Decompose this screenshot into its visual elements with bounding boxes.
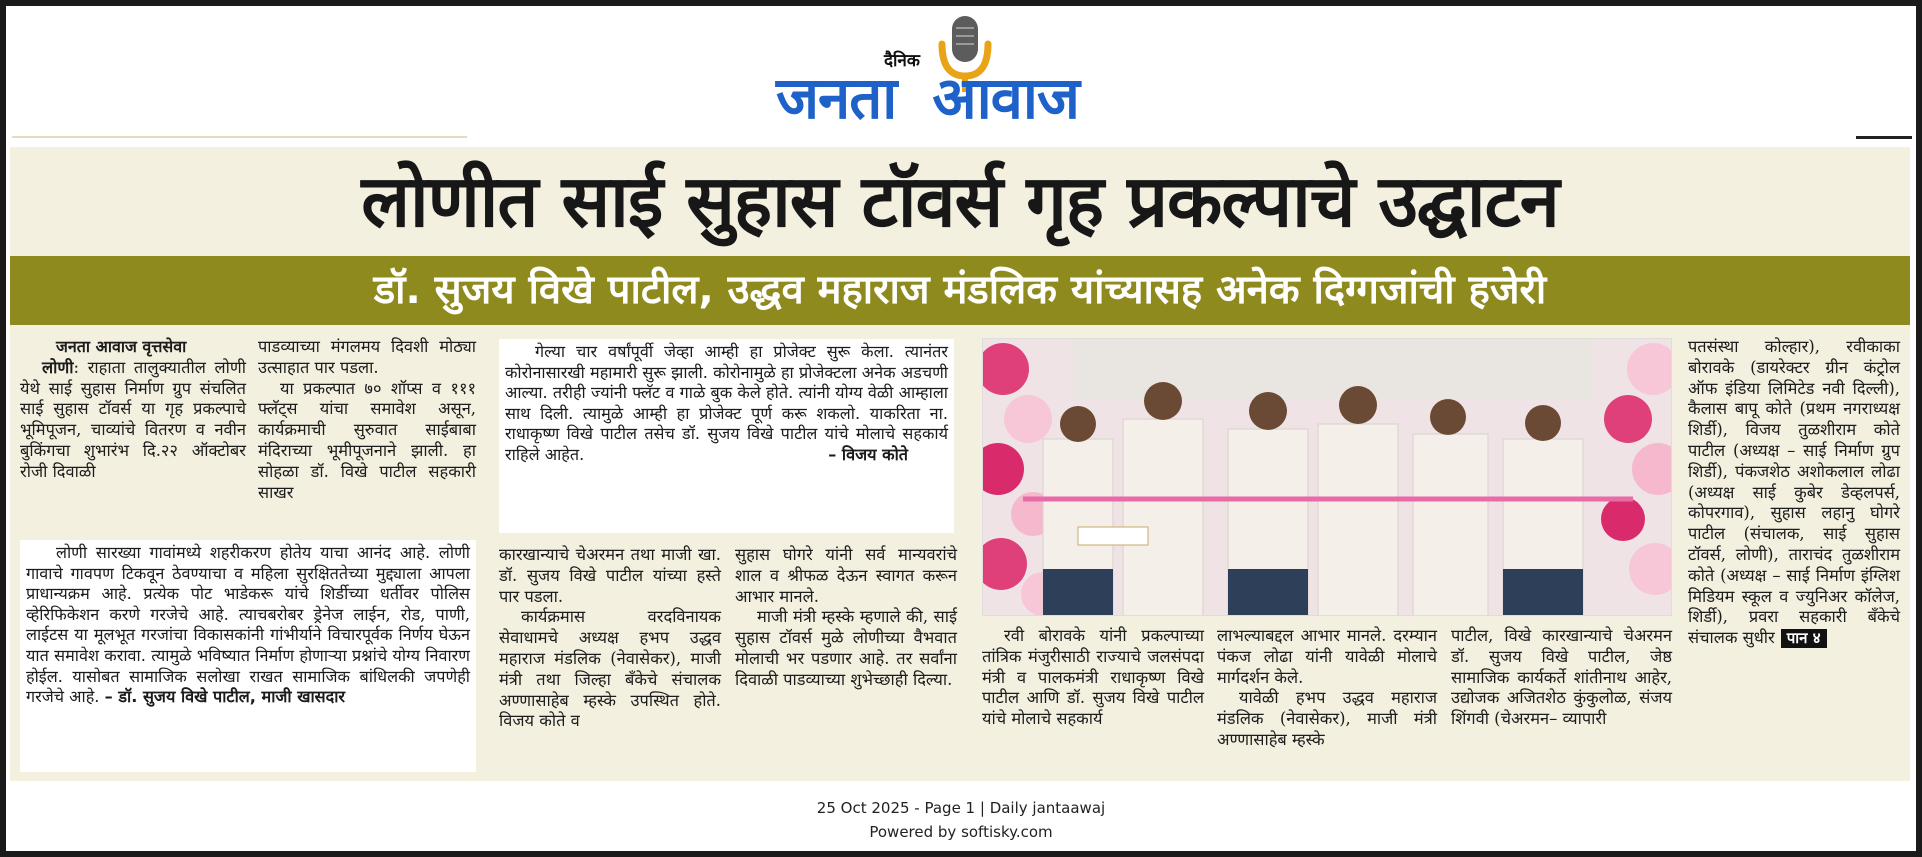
article-column-1 — [20, 337, 246, 483]
paragraph: पाटील, विखे कारखान्याचे चेअरमन डॉ. सुजय विखे पाटील, जेष्ठ सामाजिक कार्यकर्ते शांतीनाथ आहेर, उद्योजक अजितशेठ कुंकुलोळ, संजय शिंगवी (चेअरमन– व्यापारी — [1451, 626, 1672, 729]
quote-text — [26, 543, 470, 708]
paragraph: सुहास घोगरे यांनी सर्व मान्यवरांचे शाल व श्रीफळ देऊन स्वागत करून आभार मानले. — [735, 545, 957, 606]
continued-page-badge[interactable]: पान ४ — [1781, 629, 1827, 648]
lead-text: : राहाता तालुक्यातील लोणी येथे साई सुहास निर्माण ग्रुप संचलित साई सुहास टॉवर्स या गृह प्रकल्पाचे भूमिपूजन, चाव्यांचे वितरण व नवीन बुकिंगचा शुभारंभ दि.२२ ऑक्टोबर रोजी दिवाळी — [20, 357, 246, 481]
article-column-4 — [735, 545, 957, 691]
paragraph: रवी बोरावके यांनी प्रकल्पाच्या तांत्रिक मंजुरीसाठी राज्याचे जलसंपदा मंत्री व पालकमंत्री राधाकृष्ण विखे पाटील आणि डॉ. सुजय विखे पाटील यांचे मोलाचे सहकार्य — [982, 626, 1204, 729]
lead-paragraph — [20, 358, 246, 483]
paragraph: कार्यक्रमास वरदविनायक सेवाधामचे अध्यक्ष हभप उद्धव महाराज मंडलिक (नेवासेकर), माजी मंत्री तथा जिल्हा बँकेचे संचालक अण्णासाहेब म्हस्के उपस्थित होते. विजय कोते व — [499, 607, 721, 731]
inauguration-photo[interactable] — [982, 338, 1672, 616]
article-column-2 — [258, 337, 476, 503]
news-article — [10, 147, 1910, 781]
article-column-8 — [1688, 337, 1900, 649]
paragraph-text: पतसंस्था कोल्हार), रवीकाका बोरावके (डायरेक्टर ग्रीन कंट्रोल ऑफ इंडिया लिमिटेड नवी दिल्ली), कैलास बापू कोते (प्रथम नगराध्यक्ष शिर्डी), विजय तुळशीराम कोते पाटील (अध्यक्ष – साई निर्माण ग्रुप शिर्डी), पंकजशेठ अशोकलाल लोढा (अध्यक्ष साई कुबेर डेव्हलपर्स, कोपरगाव), सुहास लहानु घोगरे पाटील (संचालक, साई सुहास टॉवर्स, लोणी), ताराचंद तुळशीराम कोते (अध्यक्ष – साई निर्माण इंग्लिश मिडियम स्कूल व ज्युनिअर कॉलेज, शिर्डी), प्रवरा सहकारी बँकेचे संचालक सुधीर — [1688, 337, 1900, 648]
article-column-6 — [1217, 626, 1437, 751]
dateline-place: लोणी — [42, 357, 74, 377]
quote-body: लोणी सारख्या गावांमध्ये शहरीकरण होतेय याचा आनंद आहे. लोणी गावाचे गावपण टिकवून ठेवण्याचा व महिला सुरक्षिततेच्या मुद्द्याला आपला प्राधान्यक्रम आहे. प्रत्येक पोट भाडेकरू यांचे शिर्डीच्या धर्तीवर पोलिस व्हेरिफिकेशन करणे गरजेचे आहे. त्याचबरोबर ड्रेनेज लाईन, रोड, पाणी, लाईटस या मूलभूत गरजांचा विकासकांनी गांभीर्याने विचारपूर्वक निर्णय घेऊन यात समावेश करावा. त्यामुळे भविष्यात निर्माण होणाऱ्या प्रश्नांचे योग्य निवारण होईल. यासोबत सामाजिक सलोखा राखत सामाजिक बांधिलकी जपणेही गरजेचे आहे. — [26, 543, 470, 707]
quote-text: गेल्या चार वर्षांपूर्वी जेव्हा आम्ही हा प्रोजेक्ट सुरू केला. त्यानंतर कोरोनासारखी महामारी सुरू झाली. कोरोनामुळे हा प्रोजेक्टला अनेक अडचणी आल्या. तरीही ज्यांनी फ्लॅट व गाळे बुक केले होते. त्यांनी योग्य वेळी आम्हाला साथ दिली. त्यामुळे आम्ही हा प्रोजेक्ट पूर्ण करू शकलो. याकरिता ना. राधाकृष्ण विखे पाटील तसेच डॉ. सुजय विखे पाटील यांचे मोलाचे सहकार्य राहिले आहेत. — [505, 342, 948, 464]
logo-word-1: जनता — [776, 64, 897, 132]
footer — [6, 796, 1916, 844]
quote-signature: – विजय कोते — [828, 444, 908, 464]
masthead — [6, 6, 1916, 140]
quote-box-sujay-vikhe — [20, 540, 476, 772]
logo-daily-label: दैनिक — [884, 51, 920, 71]
logo-wordmark — [776, 66, 1156, 130]
headline: लोणीत साई सुहास टॉवर्स गृह प्रकल्पाचे उद्घाटन — [361, 159, 1559, 243]
photo-illustration — [983, 339, 1672, 616]
quote-signature: – डॉ. सुजय विखे पाटील, माजी खासदार — [104, 687, 346, 707]
newspaper-logo[interactable] — [776, 12, 1156, 132]
paragraph: या प्रकल्पात ७० शॉप्स व १११ फ्लॅट्स यांचा समावेश असून, कार्यक्रमाची सुरुवात साईबाबा मंदिराच्या भूमीपूजनाने झाली. हा सोहळा डॉ. विखे पाटील सहकारी साखर — [258, 378, 476, 502]
paragraph: पाडव्याच्या मंगलमय दिवशी मोठ्या उत्साहात पार पडला. — [258, 337, 476, 377]
byline: जनता आवाज वृत्तसेवा — [56, 337, 187, 356]
article-column-7 — [1451, 626, 1672, 730]
paragraph: यावेळी हभप उद्धव महाराज मंडलिक (नेवासेकर), माजी मंत्री अण्णासाहेब म्हस्के — [1217, 688, 1437, 749]
masthead-rule-right — [1856, 136, 1912, 139]
paragraph: लाभल्याबद्दल आभार मानले. दरम्यान पंकज लोढा यांनी यावेळी मोलाचे मार्गदर्शन केले. — [1217, 626, 1437, 687]
paragraph — [1688, 337, 1900, 649]
article-column-5 — [982, 626, 1204, 730]
article-column-3 — [499, 545, 721, 732]
logo-word-2: आवाज — [932, 64, 1079, 132]
masthead-rule — [12, 136, 467, 138]
footer-date-page: 25 Oct 2025 - Page 1 | Daily jantaawaj — [816, 799, 1106, 817]
page-frame — [6, 6, 1916, 851]
paragraph: कारखान्याचे चेअरमन तथा माजी खा. डॉ. सुजय विखे पाटील यांच्या हस्ते पार पडला. — [499, 545, 721, 606]
quote-box-vijay-kote — [499, 339, 954, 533]
footer-powered-by[interactable]: Powered by softisky.com — [869, 823, 1053, 841]
paragraph: माजी मंत्री म्हस्के म्हणाले की, साई सुहास टॉवर्स मुळे लोणीच्या वैभवात मोलाची भर पडणार आहे. तर सर्वांना दिवाळी पाडव्याच्या शुभेच्छाही दिल्या. — [735, 607, 957, 689]
subheadline: डॉ. सुजय विखे पाटील, उद्धव महाराज मंडलिक यांच्यासह अनेक दिग्गजांची हजेरी — [10, 256, 1910, 325]
